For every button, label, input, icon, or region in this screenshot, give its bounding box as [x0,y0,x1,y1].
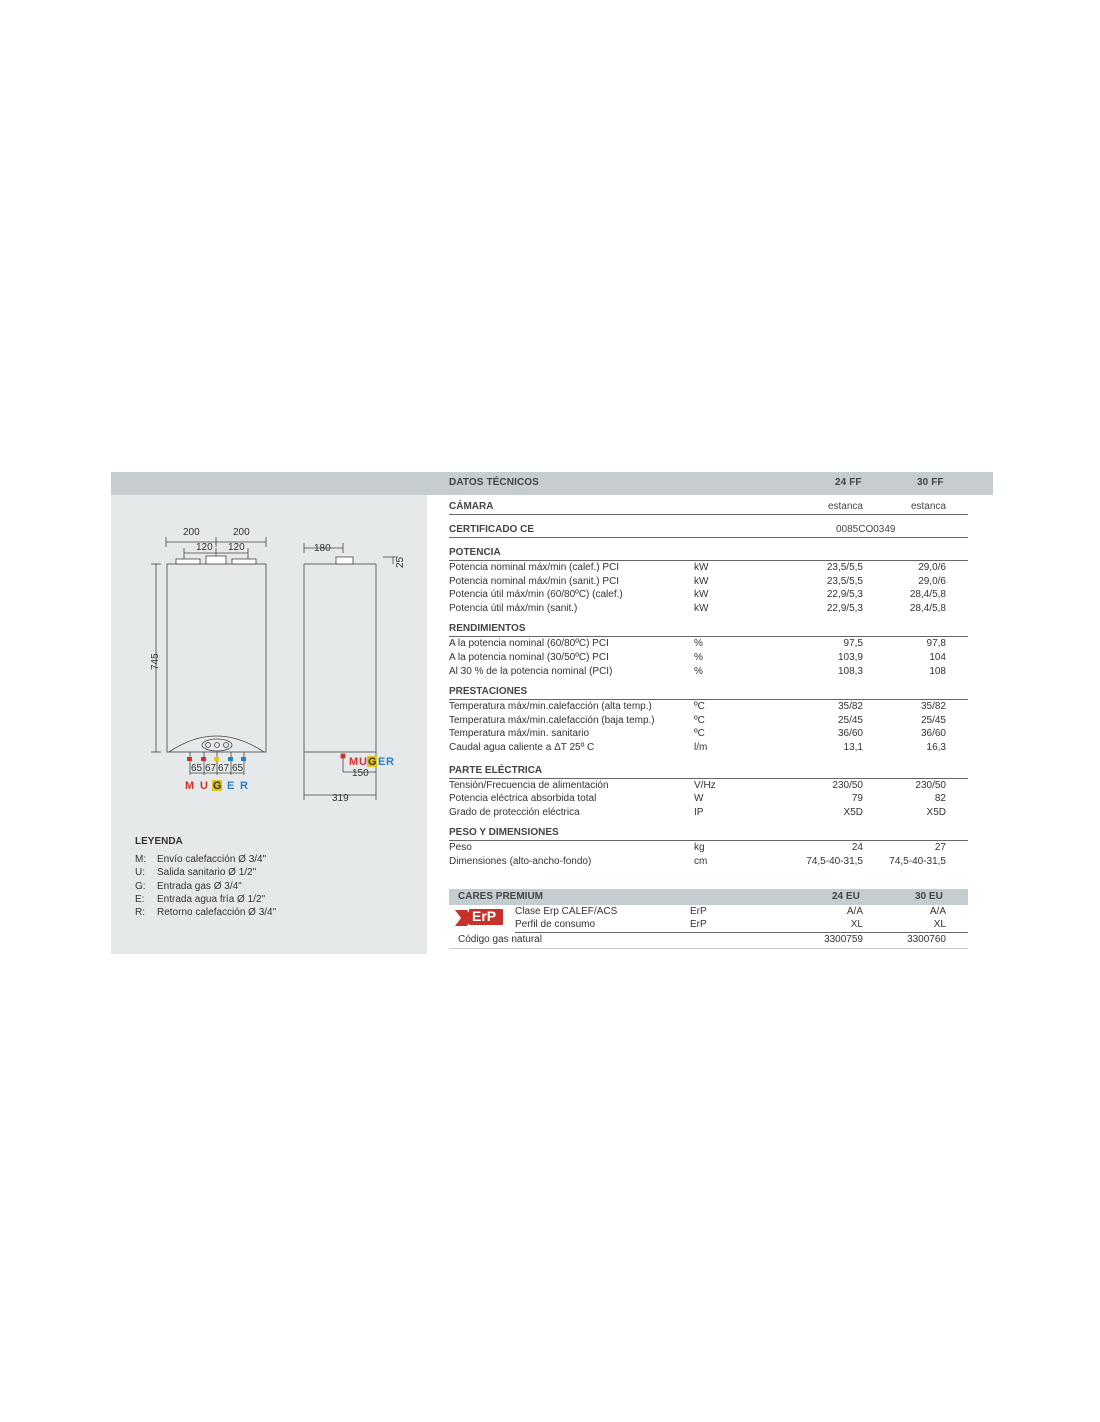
camara-row [449,500,968,515]
row-value-30ff: 29,0/6 [918,575,946,587]
row-unit: kW [694,602,709,614]
row-unit: % [694,665,703,677]
camara-30ff: estanca [910,501,946,512]
side-letter-u: U [359,756,367,768]
legend-key: G: [135,880,146,892]
erp-logo [453,906,505,930]
spec-row [449,561,968,575]
legend-text: Retorno calefacción Ø 3/4" [157,907,277,919]
row-unit: kW [694,589,709,601]
conn-letter-r: R [240,780,248,792]
row-value-24ff: 103,9 [837,651,863,663]
legend-key: U: [135,867,145,879]
row-value-30ff: 27 [934,842,946,854]
row-value-24ff: 35/82 [837,701,863,713]
legend-key: M: [135,854,147,865]
codigo-value-24eu: 3300759 [824,934,863,945]
legend-title: LEYENDA [135,836,183,847]
legend-text: Envío calefacción Ø 3/4" [157,854,267,865]
cares-row [515,919,968,933]
row-unit: ºC [694,728,705,740]
row-value-24ff: 230/50 [832,779,863,791]
row-label: Potencia nominal máx/min (sanit.) PCI [449,575,620,587]
spec-row [449,779,968,793]
legend-item [135,906,276,919]
codigo-value-30eu: 3300760 [907,934,946,945]
spec-row [449,700,968,714]
section-title: PRESTACIONES [449,685,968,700]
row-value-30ff: 25/45 [920,714,946,726]
row-value-24ff: 22,9/5,3 [826,589,863,601]
boiler-dimension-drawing [111,495,427,855]
technical-sheet [111,472,993,954]
row-unit: % [694,638,703,650]
row-value-24ff: 13,1 [843,741,863,753]
row-value-30ff: 36/60 [920,728,946,740]
row-value-24ff: 79 [851,793,863,805]
row-value-24ff: 36/60 [837,728,863,740]
certificado-row [449,523,968,538]
header-col-24ff: 24 FF [835,477,862,488]
row-value-30ff: 29,0/6 [918,562,946,573]
side-letter-m: M [349,756,359,768]
conn-letter-e: E [227,780,235,792]
row-unit: l/m [694,741,708,753]
legend-key: R: [135,907,145,919]
row-value-30ff: 28,4/5,8 [909,602,946,614]
spec-row [449,665,968,679]
header-col-30ff: 30 FF [917,477,944,488]
cares-row-value-30eu: XL [933,919,946,930]
row-unit: kW [694,562,709,573]
spec-row [449,637,968,651]
row-label: Peso [449,842,472,854]
cares-col-30eu: 30 EU [915,891,943,902]
legend-text: Salida sanitario Ø 1/2" [157,867,257,879]
row-value-30ff: 16,3 [926,741,946,753]
row-label: Grado de protección eléctrica [449,806,580,818]
row-value-30ff: 74,5-40-31,5 [889,855,946,867]
dim-inner-right: 120 [228,542,245,553]
row-label: Dimensiones (alto-ancho-fondo) [449,855,592,867]
spec-row [449,741,968,755]
cares-row-unit: ErP [690,919,707,930]
header-band [111,472,993,495]
spec-row [449,602,968,616]
dim-height: 745 [150,653,161,670]
codigo-row [449,934,968,949]
legend [135,836,276,919]
row-label: Potencia útil máx/min (sanit.) [449,602,578,614]
cares-col-24eu: 24 EU [832,891,860,902]
conn-spacing-2: 67 [205,763,217,774]
row-value-30ff: 35/82 [920,701,946,713]
row-label: A la potencia nominal (30/50ºC) PCI [449,651,609,663]
spec-row [449,841,968,855]
cares-row-label: Perfil de consumo [515,919,596,930]
dim-top-left: 200 [183,527,200,538]
conn-spacing-3: 67 [218,763,230,774]
row-value-24ff: 23,5/5,5 [826,575,863,587]
row-value-30ff: 97,8 [926,638,946,650]
legend-item [135,866,276,879]
row-value-30ff: X5D [926,806,946,818]
row-value-24ff: 108,3 [837,665,863,677]
row-value-24ff: 97,5 [843,638,863,650]
legend-item [135,880,276,893]
conn-spacing-4: 65 [232,763,244,774]
row-value-24ff: 25/45 [837,714,863,726]
cares-header [449,889,968,905]
row-label: A la potencia nominal (60/80ºC) PCI [449,638,609,650]
row-value-30ff: 104 [929,651,946,663]
dim-top-right: 200 [233,527,250,538]
row-label: Al 30 % de la potencia nominal (PCI) [449,665,613,677]
side-letter-g: G [368,756,377,768]
row-unit: cm [694,855,708,867]
camara-24ff: estanca [827,501,863,512]
row-label: Potencia eléctrica absorbida total [449,793,597,805]
certificado-value: 0085CO0349 [836,524,896,535]
row-unit: IP [694,806,704,818]
row-label: Tensión/Frecuencia de alimentación [449,779,609,791]
header-title: DATOS TÉCNICOS [449,477,539,488]
spec-row [449,806,968,820]
spec-table [449,495,968,869]
row-value-30ff: 108 [929,665,946,677]
row-value-24ff: 22,9/5,3 [826,602,863,614]
row-label: Temperatura máx/min.calefacción (baja temp.) [449,714,655,726]
section-title: PARTE ELÉCTRICA [449,764,968,779]
dim-side-top: 180 [314,543,331,554]
row-value-24ff: 74,5-40-31,5 [806,855,863,867]
spec-row [449,588,968,602]
row-value-30ff: 28,4/5,8 [909,589,946,601]
erp-logo-text: ErP [472,908,497,924]
row-label: Temperatura máx/min.calefacción (alta temp.) [449,701,652,713]
conn-letter-g: G [213,780,222,792]
cares-rows [515,906,968,933]
conn-letter-m: M [185,780,195,792]
legend-text: Entrada agua fría Ø 1/2" [157,893,266,905]
side-letter-r: R [386,756,394,768]
row-label: Temperatura máx/min. sanitario [449,728,590,740]
cares-row-value-24eu: XL [850,919,863,930]
dim-inner-left: 120 [196,542,213,553]
cares-row [515,906,968,919]
row-label: Potencia nominal máx/min (calef.) PCI [449,562,620,573]
cares-row-unit: ErP [690,906,707,917]
side-letter-e: E [378,756,386,768]
row-value-24ff: 24 [851,842,863,854]
section-title: RENDIMIENTOS [449,622,968,637]
cares-row-label: Clase Erp CALEF/ACS [515,906,618,917]
row-label: Potencia útil máx/min (60/80ºC) (calef.) [449,589,623,601]
cares-row-value-30eu: A/A [929,906,946,917]
spec-row [449,714,968,728]
camara-label: CÁMARA [449,501,494,512]
row-unit: ºC [694,714,705,726]
row-unit: kW [694,575,709,587]
dim-side-depth: 319 [332,793,349,804]
legend-item [135,853,276,866]
spec-row [449,792,968,806]
row-unit: W [694,793,704,805]
cares-row-value-24eu: A/A [846,906,863,917]
row-value-30ff: 82 [934,793,946,805]
codigo-label: Código gas natural [458,934,542,945]
dim-side-bottom: 150 [352,768,369,779]
conn-letter-u: U [200,780,208,792]
legend-key: E: [135,893,145,905]
spec-row [449,727,968,741]
cares-title: CARES PREMIUM [458,891,544,902]
row-unit: V/Hz [694,779,716,791]
dim-side-right: 25 [395,556,406,568]
legend-text: Entrada gas Ø 3/4" [157,880,242,892]
spec-row [449,855,968,869]
section-title: PESO Y DIMENSIONES [449,826,968,841]
legend-item [135,893,276,906]
row-value-24ff: X5D [843,806,863,818]
certificado-label: CERTIFICADO CE [449,524,534,535]
row-unit: % [694,651,703,663]
row-unit: kg [694,842,705,854]
spec-row [449,575,968,589]
row-label: Caudal agua caliente a ΔT 25º C [449,741,595,753]
spec-row [449,651,968,665]
row-value-30ff: 230/50 [915,779,946,791]
section-title: POTENCIA [449,546,968,561]
conn-spacing-1: 65 [191,763,203,774]
row-unit: ºC [694,701,705,713]
row-value-24ff: 23,5/5,5 [826,562,863,573]
